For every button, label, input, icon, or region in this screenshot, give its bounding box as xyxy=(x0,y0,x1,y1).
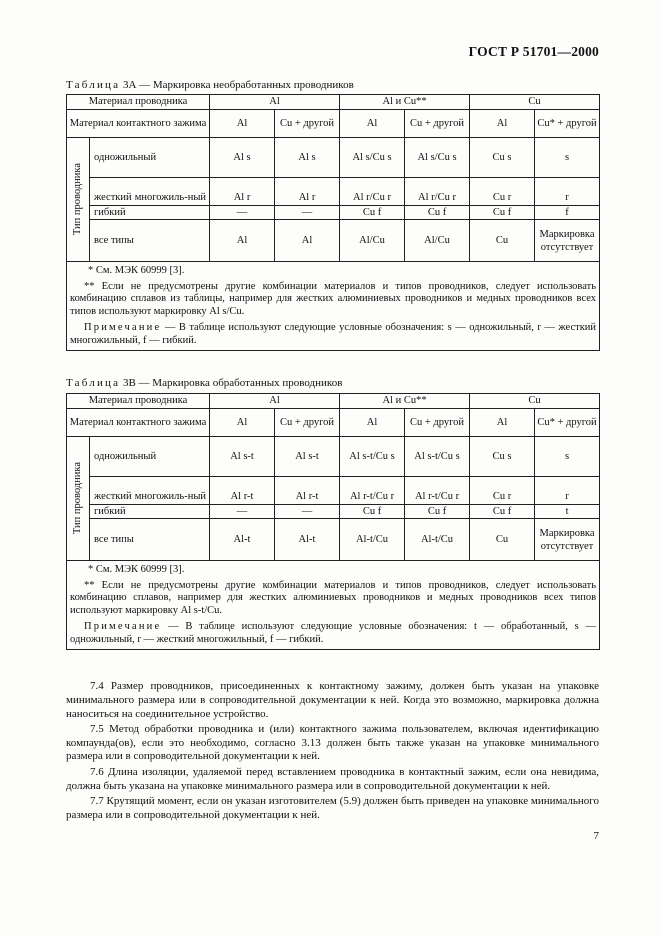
table-b xyxy=(66,393,600,650)
table-b-row-group-cell xyxy=(67,437,90,561)
table-b-notes xyxy=(67,561,600,650)
table-b-label: Таблица xyxy=(66,377,121,389)
table-a-header-cu: Cu xyxy=(470,95,600,110)
table-b-header-material-terminal: Материал контактного зажима xyxy=(67,409,210,437)
table-b-header-al: Al xyxy=(210,394,340,409)
table-a-sub-1: Cu + другой xyxy=(275,110,340,138)
table-b-sub-1: Cu + другой xyxy=(275,409,340,437)
table-a-note-2: ** Если не предусмотрены другие комбинации материалов и типов проводников, следует использовать комбинацию сплавов из таблицы, например для жестких алюминиевых проводников и медных проводников всех типов используют маркировку Al s/Cu. xyxy=(70,280,597,317)
table-a-header-material-conductor: Материал проводника xyxy=(67,95,210,110)
paragraph-7-7: 7.7 Крутящий момент, если он указан изготовителем (5.9) должен быть приведен на упаковке минимального размера или в сопроводительной документации к ней. xyxy=(66,794,599,821)
table-b-cell: Al s-t/Cu s xyxy=(405,437,470,477)
table-b-sub-2: Al xyxy=(340,409,405,437)
table-b-cell: Al r-t/Cu r xyxy=(405,477,470,505)
table-a-header-al: Al xyxy=(210,95,340,110)
table-b-cell: Cu f xyxy=(470,505,535,519)
table-b-header-material-conductor: Материал проводника xyxy=(67,394,210,409)
table-b-row-group-label: Тип проводника xyxy=(72,462,83,535)
table-b-row-label: гибкий xyxy=(90,505,210,519)
table-a-cell: Al xyxy=(275,220,340,262)
table-a-cell: — xyxy=(210,206,275,220)
table-a-note-3: Примечание — В таблице используют следующие условные обозначения: s — одножильный, r — жесткий многожильный, f — гибкий. xyxy=(70,322,597,346)
table-a-cell: Al xyxy=(210,220,275,262)
table-a-row-label: жесткий многожиль-ный xyxy=(90,178,210,206)
table-a-row-label: все типы xyxy=(90,220,210,262)
table-a-note-1: * См. МЭК 60999 [3]. xyxy=(88,265,185,276)
table-b-header-cu: Cu xyxy=(470,394,600,409)
paragraph-7-5: 7.5 Метод обработки проводника и (или) контактного зажима пользователем, включая идентификацию компаунда(ов), если это необходимо, согласно 3.13 должен быть также указан на упаковке минимального размера или в сопроводительной документации к ней. xyxy=(66,722,599,763)
table-b-cell: Cu s xyxy=(470,437,535,477)
table-a-cell: Cu s xyxy=(470,138,535,178)
table-b-cell: Al s-t xyxy=(275,437,340,477)
table-a-sub-5: Cu* + другой xyxy=(535,110,600,138)
table-a-caption-text: 3А — Маркировка необработанных проводников xyxy=(122,79,354,91)
table-b-caption xyxy=(66,377,342,389)
table-a-cell: f xyxy=(535,206,600,220)
table-b-sub-3: Cu + другой xyxy=(405,409,470,437)
table-b-row-label: одножильный xyxy=(90,437,210,477)
table-a-cell: Маркировка отсутствует xyxy=(535,220,600,262)
table-b-cell: Cu r xyxy=(470,477,535,505)
table-a-cell: Cu f xyxy=(470,206,535,220)
paragraph-7-6: 7.6 Длина изоляции, удаляемой перед вставлением проводника в контактный зажим, если она невидима, должна быть указана на упаковке минимального размера или в сопроводительной документации к ней. xyxy=(66,765,599,792)
body-text xyxy=(66,680,599,824)
table-b-sub-4: Al xyxy=(470,409,535,437)
table-a-notes xyxy=(67,262,600,351)
table-a-row-label: одножильный xyxy=(90,138,210,178)
table-b-cell: r xyxy=(535,477,600,505)
table-a-cell: Al/Cu xyxy=(405,220,470,262)
table-b-cell: s xyxy=(535,437,600,477)
table-b-row-label: жесткий многожиль-ный xyxy=(90,477,210,505)
page-number: 7 xyxy=(593,830,599,842)
table-b-cell: Al r-t xyxy=(275,477,340,505)
table-a-sub-2: Al xyxy=(340,110,405,138)
table-a-cell: Al s/Cu s xyxy=(405,138,470,178)
table-a-cell: Cu r xyxy=(470,178,535,206)
table-a xyxy=(66,94,600,351)
table-b-note-1: * См. МЭК 60999 [3]. xyxy=(88,564,185,575)
table-a-cell: Cu f xyxy=(405,206,470,220)
table-a-cell: r xyxy=(535,178,600,206)
table-b-cell: Al s-t/Cu s xyxy=(340,437,405,477)
table-b-cell: Al-t xyxy=(210,519,275,561)
table-a-row-group-label: Тип проводника xyxy=(72,163,83,236)
document-header: ГОСТ Р 51701—2000 xyxy=(468,44,599,59)
table-a-cell: Al s xyxy=(210,138,275,178)
table-a-row-group-cell xyxy=(67,138,90,262)
table-a-cell: Al r/Cu r xyxy=(405,178,470,206)
table-a-cell: Al/Cu xyxy=(340,220,405,262)
table-b-note-2: ** Если не предусмотрены другие комбинации материалов и типов проводников, следует использовать комбинацию сплавов, например для жестких алюминиевых проводников и медных проводников всех типов используют маркировку Al s-t/Cu. xyxy=(70,579,597,616)
table-b-caption-text: 3В — Маркировка обработанных проводников xyxy=(122,377,343,389)
table-a-cell: — xyxy=(275,206,340,220)
table-b-sub-0: Al xyxy=(210,409,275,437)
table-a-cell: Al s/Cu s xyxy=(340,138,405,178)
table-b-cell: Al r-t xyxy=(210,477,275,505)
table-b-cell: Al r-t/Cu r xyxy=(340,477,405,505)
table-a-cell: s xyxy=(535,138,600,178)
table-a-cell: Al r xyxy=(275,178,340,206)
table-b-cell: Al-t xyxy=(275,519,340,561)
table-b-header-alcu: Al и Cu** xyxy=(340,394,470,409)
table-b-note-3: Примечание — В таблице используют следующие условные обозначения: t — обработанный, s — одножильный, r — жесткий многожильный, f — гибкий. xyxy=(70,621,597,645)
table-b-cell: t xyxy=(535,505,600,519)
paragraph-7-4: 7.4 Размер проводников, присоединенных к контактному зажиму, должен быть указан на упаковке минимального размера или в сопроводительной документации к ней. Когда это возможно, маркировка должна наноситься на соединительное устройство. xyxy=(66,680,599,720)
table-a-sub-0: Al xyxy=(210,110,275,138)
table-b-cell: Al s-t xyxy=(210,437,275,477)
table-b-cell: Cu f xyxy=(340,505,405,519)
table-a-caption xyxy=(66,79,354,91)
table-a-row-label: гибкий xyxy=(90,206,210,220)
table-b-cell: Cu f xyxy=(405,505,470,519)
table-a-sub-3: Cu + другой xyxy=(405,110,470,138)
table-b-cell: Al-t/Cu xyxy=(340,519,405,561)
table-b-cell: Маркировка отсутствует xyxy=(535,519,600,561)
table-a-header-alcu: Al и Cu** xyxy=(340,95,470,110)
table-a-cell: Al s xyxy=(275,138,340,178)
table-a-label: Таблица xyxy=(66,79,121,91)
table-a-cell: Al r xyxy=(210,178,275,206)
table-b-row-label: все типы xyxy=(90,519,210,561)
table-b-cell: Al-t/Cu xyxy=(405,519,470,561)
table-a-cell: Cu xyxy=(470,220,535,262)
table-a-cell: Al r/Cu r xyxy=(340,178,405,206)
table-b-cell: — xyxy=(210,505,275,519)
table-a-header-material-terminal: Материал контактного зажима xyxy=(67,110,210,138)
table-b-cell: Cu xyxy=(470,519,535,561)
table-a-cell: Cu f xyxy=(340,206,405,220)
table-b-cell: — xyxy=(275,505,340,519)
table-b-sub-5: Cu* + другой xyxy=(535,409,600,437)
table-a-sub-4: Al xyxy=(470,110,535,138)
